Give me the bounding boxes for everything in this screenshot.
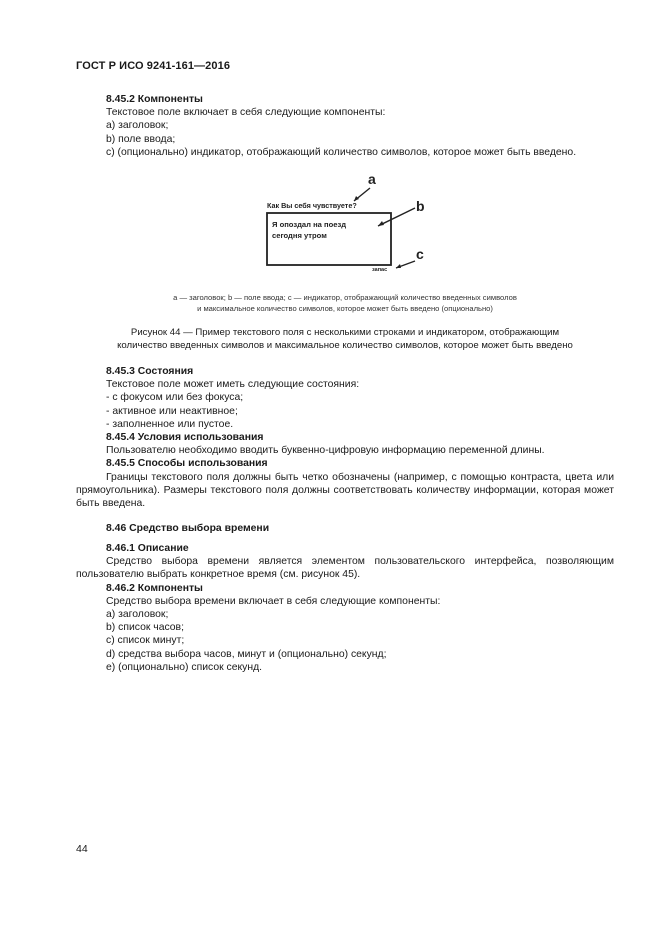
figure-label-c: c <box>416 246 424 262</box>
section-heading: 8.45.4 Условия использования <box>106 432 264 444</box>
paragraph: Средство выбора времени является элементом пользовательского интерфейса, позволяющим пользователю выбрать конкретное время (см. рисунок 45). <box>76 556 614 581</box>
list-item: а) заголовок; <box>106 609 169 621</box>
list-item: d) средства выбора часов, минут и (опционально) секунд; <box>106 648 387 660</box>
figure-label-b: b <box>416 198 425 214</box>
arrow-head-c <box>396 264 401 268</box>
figure-key-line: и максимальное количество символов, которое может быть введено (опционально) <box>197 303 493 313</box>
section-8-45-3 <box>76 365 614 510</box>
paragraph: Границы текстового поля должны быть четко обозначены (например, с помощью контраста, цвета или прямоугольника). Размеры текстового поля должны соответствовать количеству информации, которая может быть введена. <box>76 471 614 510</box>
paragraph: Текстовое поле включает в себя следующие компоненты: <box>106 107 386 119</box>
field-text-line1: Я опоздал на поезд <box>272 220 347 229</box>
section-heading: 8.46.1 Описание <box>106 543 189 554</box>
figure-label-a: a <box>368 171 376 187</box>
section-8-46 <box>76 522 614 535</box>
figure-caption-line: Рисунок 44 — Пример текстового поля с несколькими строками и индикатором, отображающим <box>130 327 560 338</box>
list-item: b) поле ввода; <box>106 133 176 145</box>
section-heading: 8.45.5 Способы использования <box>106 458 268 470</box>
figure-key-line: а — заголовок; b — поле ввода; с — индикатор, отображающий количество введенных символов <box>173 293 517 302</box>
figure-44 <box>260 170 440 280</box>
paragraph: Пользователю необходимо вводить буквенно-цифровую информацию переменной длины. <box>106 445 545 457</box>
section-heading: 8.45.2 Компоненты <box>106 94 203 105</box>
list-item: - заполненное или пустое. <box>106 418 234 430</box>
figure-caption <box>76 326 614 352</box>
list-item: с) (опционально) индикатор, отображающий количество символов, которое может быть введено. <box>106 146 577 158</box>
field-text-line2: сегодня утром <box>272 231 327 240</box>
list-item: а) заголовок; <box>106 120 169 132</box>
section-heading: 8.45.3 Состояния <box>106 366 194 377</box>
field-title: Как Вы себя чувствуете? <box>267 201 357 210</box>
list-item: - активное или неактивное; <box>106 405 238 417</box>
paragraph: Текстовое поле может иметь следующие состояния: <box>106 379 360 391</box>
paragraph: Средство выбора времени включает в себя следующие компоненты: <box>106 595 441 607</box>
figure-key <box>76 293 614 314</box>
document-header: ГОСТ Р ИСО 9241-161—2016 <box>76 60 231 72</box>
section-8-46-1 <box>76 542 614 674</box>
list-item: b) список часов; <box>106 622 184 634</box>
list-item: е) (опционально) список секунд. <box>106 661 263 673</box>
list-item: - с фокусом или без фокуса; <box>106 392 244 404</box>
section-heading: 8.46.2 Компоненты <box>106 582 203 594</box>
figure-caption-line: количество введенных символов и максимальное количество символов, которое может быть введено <box>117 340 573 351</box>
figure-44-drawing <box>260 170 440 280</box>
section-heading: 8.46 Средство выбора времени <box>106 523 270 534</box>
page-number: 44 <box>76 843 88 855</box>
list-item: с) список минут; <box>106 635 185 647</box>
char-indicator: запас <box>372 267 388 273</box>
section-8-45-2 <box>76 93 614 159</box>
